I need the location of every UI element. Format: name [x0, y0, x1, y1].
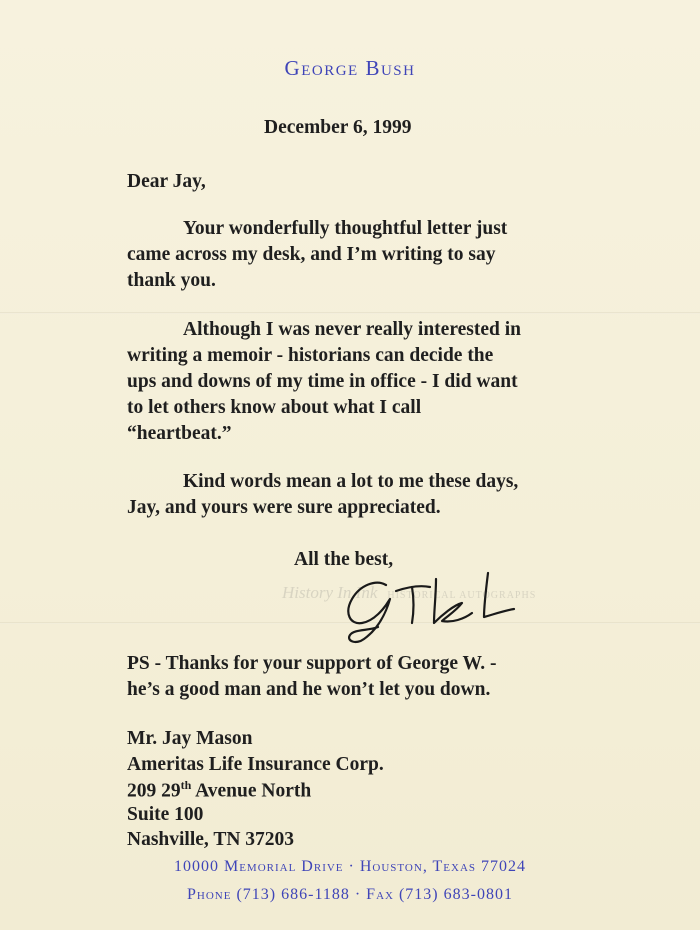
recipient-company: Ameritas Life Insurance Corp. — [127, 754, 384, 775]
recipient-suite: Suite 100 — [127, 804, 204, 825]
closing: All the best, — [294, 549, 394, 570]
paragraph-2-line-1: Although I was never really interested in — [183, 319, 522, 340]
street-name: Avenue North — [191, 780, 312, 802]
paragraph-2-line-5: “heartbeat.” — [127, 423, 232, 444]
paragraph-2-line-2: writing a memoir - historians can decide the — [127, 345, 494, 366]
paragraph-2-line-4: to let others know about what I call — [127, 397, 422, 418]
recipient-street — [127, 779, 311, 801]
paragraph-1-line-3: thank you. — [127, 270, 216, 291]
street-number: 209 29 — [127, 780, 181, 802]
postscript-line-2: he’s a good man and he won’t let you down. — [127, 679, 491, 700]
watermark-sub: HISTORICAL AUTOGRAPHS — [387, 590, 537, 601]
paragraph-3-line-2: Jay, and yours were sure appreciated. — [127, 497, 441, 518]
recipient-name: Mr. Jay Mason — [127, 728, 253, 749]
paragraph-1-line-2: came across my desk, and I’m writing to say — [127, 244, 496, 265]
letter-date: December 6, 1999 — [264, 117, 412, 138]
paragraph-2-line-3: ups and downs of my time in office - I did want — [127, 371, 518, 392]
letterhead-name: George Bush — [284, 56, 416, 80]
salutation: Dear Jay, — [127, 171, 206, 192]
paragraph-1-line-1: Your wonderfully thoughtful letter just — [183, 218, 508, 239]
letterhead-address: 10000 Memorial Drive · Houston, Texas 77024 — [173, 858, 527, 875]
letterhead-contact: Phone (713) 686-1188 · Fax (713) 683-0801 — [187, 886, 513, 903]
watermark-main: History In Ink — [282, 583, 378, 602]
street-ordinal: th — [180, 778, 192, 792]
paragraph-3-line-1: Kind words mean a lot to me these days, — [183, 471, 519, 492]
recipient-city: Nashville, TN 37203 — [127, 829, 295, 850]
fold-crease-upper — [0, 312, 700, 314]
postscript-line-1: PS - Thanks for your support of George W. - — [127, 653, 497, 674]
signature-image — [338, 565, 528, 645]
